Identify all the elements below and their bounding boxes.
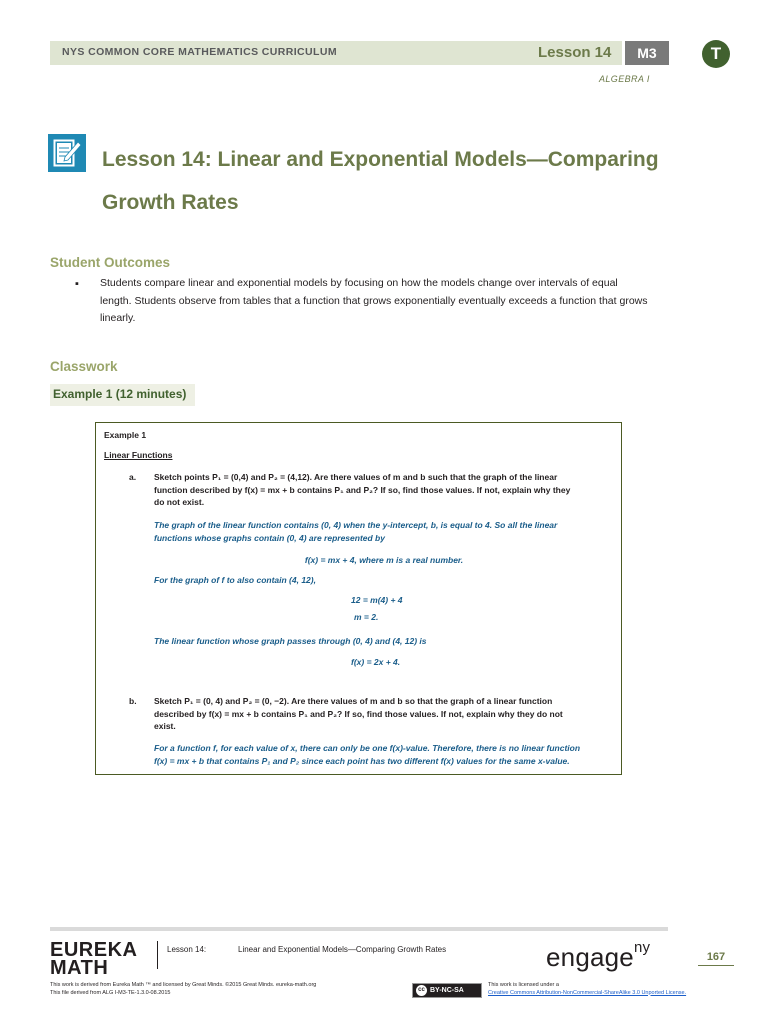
part-b-answer (154, 742, 618, 767)
part-b-question (154, 695, 614, 733)
part-b-question-line-2: described by f(x) = mx + b contains P₁ and P₂? If so, find those values. If not, explain why they do not (154, 708, 563, 719)
eureka-logo-line-2: MATH (50, 957, 109, 979)
license-text (488, 982, 686, 997)
footer-credit (50, 982, 316, 997)
footer-rule (50, 927, 668, 931)
part-a-question (154, 471, 614, 509)
title-line-1: Lesson 14: Linear and Exponential Models—Comparing (102, 148, 659, 171)
cc-badge-text: BY-NC-SA (430, 987, 464, 994)
part-a-question-line-2: function described by f(x) = mx + b contains P₁ and P₂? If so, find those values. If not, explain why they (154, 484, 571, 495)
engage-sup: ny (633, 939, 651, 957)
part-b-letter: b. (129, 696, 137, 706)
page-title (102, 138, 702, 224)
engageny-logo (546, 939, 651, 973)
eureka-math-logo (50, 941, 137, 977)
course-label: ALGEBRA I (599, 74, 650, 84)
cc-license-badge[interactable] (412, 983, 482, 998)
equation-4: f(x) = 2x + 4. (351, 657, 401, 667)
example-title: Example 1 (104, 430, 147, 440)
eureka-logo-line-1: EUREKA (50, 939, 138, 961)
part-a-answer-2: For the graph of f to also contain (4, 12), (154, 575, 316, 585)
license-line-1: This work is licensed under a (488, 982, 559, 988)
part-b-question-line-1: Sketch P₁ = (0, 4) and P₂ = (0, −2). Are there values of m and b so that the graph of a linear function (154, 696, 553, 706)
part-a-question-line-1: Sketch points P₁ = (0,4) and P₂ = (4,12). Are there values of m and b such that the graph of the linear (154, 472, 558, 482)
page-number: 167 (698, 951, 734, 966)
license-link[interactable]: Creative Commons Attribution-NonCommercial-ShareAlike 3.0 Unported License. (488, 989, 687, 996)
cc-icon: cc (416, 985, 427, 996)
footer-divider (157, 941, 158, 969)
part-a-question-line-3: do not exist. (154, 497, 205, 507)
header-lesson: Lesson 14 (538, 44, 612, 61)
teacher-badge: T (702, 40, 730, 68)
lesson-notebook-icon (48, 134, 86, 172)
example-1-box (95, 422, 622, 775)
part-a-answer-1-line-1: The graph of the linear function contains (0, 4) when the y-intercept, b, is equal to 4. So all the linear (154, 520, 558, 530)
title-line-2: Growth Rates (102, 191, 239, 214)
footer-lesson-title: Linear and Exponential Models—Comparing Growth Rates (238, 945, 447, 954)
curriculum-label: NYS COMMON CORE MATHEMATICS CURRICULUM (62, 46, 337, 58)
equation-3: m = 2. (354, 612, 379, 622)
footer-lesson: Lesson 14: (167, 945, 207, 954)
part-b-question-line-3: exist. (154, 721, 176, 731)
classwork-heading: Classwork (50, 359, 118, 374)
student-outcomes-heading: Student Outcomes (50, 255, 171, 270)
example-1-label: Example 1 (12 minutes) (50, 384, 195, 406)
part-a-answer-1-line-2: functions whose graphs contain (0, 4) are represented by (154, 532, 385, 543)
equation-2: 12 = m(4) + 4 (351, 595, 403, 605)
student-outcomes-text: Students compare linear and exponential models by focusing on how the models change over intervals of equal length. Students observe from tables that a function that grows exponentially eventually exceeds a function that grows linearly. (100, 277, 648, 324)
footer-credit-line-2: This file derived from ALG I-M3-TE-1.3.0-08.2015 (50, 989, 171, 996)
module-badge: M3 (625, 41, 669, 65)
part-a-answer-3: The linear function whose graph passes through (0, 4) and (4, 12) is (154, 636, 427, 646)
part-b-answer-line-2: f(x) = mx + b that contains P₁ and P₂ since each point has two different f(x) values for the same x-value. (154, 755, 570, 766)
bullet-icon: ▪ (75, 278, 79, 290)
engage-text: engage (546, 942, 634, 972)
part-b-answer-line-1: For a function f, for each value of x, there can only be one f(x)-value. Therefore, there is no linear function (154, 743, 581, 753)
part-a-answer-1 (154, 519, 614, 544)
equation-1: f(x) = mx + 4, where m is a real number. (304, 555, 464, 565)
footer-credit-line-1: This work is derived from Eureka Math ™ and licensed by Great Minds. ©2015 Great Minds. eureka-math.org (50, 982, 317, 988)
example-subtitle: Linear Functions (104, 450, 173, 460)
part-a-letter: a. (129, 472, 137, 482)
